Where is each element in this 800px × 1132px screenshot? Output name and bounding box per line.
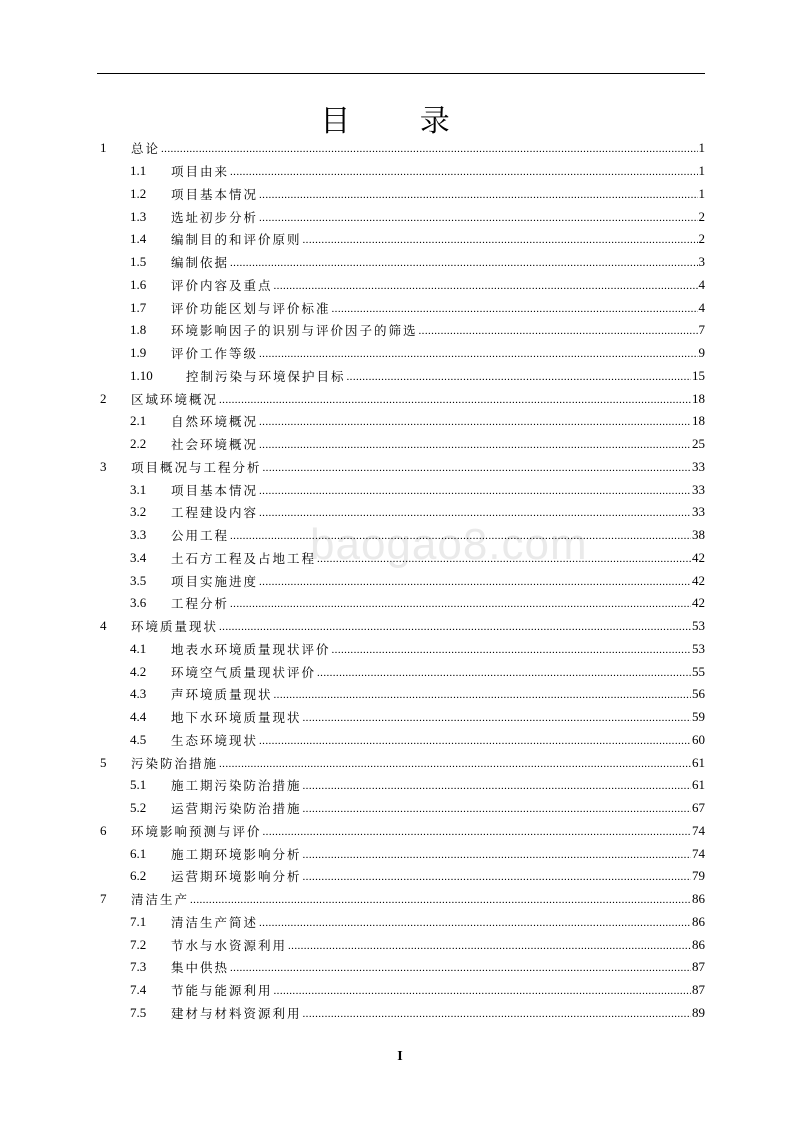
toc-entry-page: 74 [692,845,705,861]
toc-entry[interactable] [97,296,705,319]
header-rule [97,73,705,74]
toc-leader-dots [274,280,698,292]
toc-entry-page: 33 [692,481,705,497]
toc-entry-page: 86 [692,891,705,907]
toc-entry[interactable] [97,251,705,274]
toc-entry-page: 38 [692,527,705,543]
toc-entry[interactable] [97,933,705,956]
toc-entry[interactable] [97,865,705,888]
toc-entry-page: 56 [692,686,705,702]
toc-entry-number: 7.4 [130,982,147,998]
toc-leader-dots [263,826,691,838]
toc-entry[interactable] [97,592,705,615]
toc-entry[interactable] [97,1002,705,1025]
toc-entry[interactable] [97,137,705,160]
toc-entry-number: 1.8 [130,322,147,338]
toc-leader-dots [303,1008,691,1020]
toc-leader-dots [317,553,691,565]
toc-entry[interactable] [97,410,705,433]
toc-entry[interactable] [97,433,705,456]
toc-entry-number: 3.5 [130,572,147,588]
toc-entry-page: 18 [692,413,705,429]
toc-entry[interactable] [97,569,705,592]
toc-entry-number: 1.2 [130,185,147,201]
toc-entry-label: 评价工作等级 [171,346,259,362]
toc-leader-dots [303,234,698,246]
toc-entry[interactable] [97,660,705,683]
toc-entry-label: 项目概况与工程分析 [131,459,262,475]
toc-leader-dots [259,416,691,428]
toc-entry-label: 项目实施进度 [171,573,259,589]
toc-leader-dots [219,758,691,770]
toc-entry-label: 评价功能区划与评价标准 [171,300,331,316]
toc-entry-label: 选址初步分析 [171,209,259,225]
toc-leader-dots [259,348,697,360]
toc-entry-number: 2 [100,390,107,406]
toc-entry[interactable] [97,911,705,934]
toc-entry[interactable] [97,774,705,797]
toc-entry-label: 清洁生产 [131,892,190,908]
page-title: 目 录 [320,104,480,139]
toc-entry-page: 87 [692,982,705,998]
toc-entry-label: 声环境质量现状 [171,687,273,703]
toc-entry-label: 生态环境现状 [171,732,259,748]
toc-entry-label: 社会环境概况 [171,437,259,453]
toc-entry-number: 1.3 [130,208,147,224]
toc-entry-label: 项目由来 [171,164,230,180]
toc-entry[interactable] [97,797,705,820]
toc-entry[interactable] [97,319,705,342]
toc-leader-dots [259,189,697,201]
toc-entry-number: 4.4 [130,709,147,725]
toc-entry[interactable] [97,183,705,206]
toc-entry-label: 工程建设内容 [171,505,259,521]
toc-entry-label: 公用工程 [171,528,230,544]
toc-leader-dots [259,485,691,497]
toc-leader-dots [303,871,691,883]
toc-entry-label: 地表水环境质量现状评价 [171,641,331,657]
toc-entry-label: 区域环境概况 [131,391,219,407]
toc-entry-page: 25 [692,436,705,452]
toc-entry-label: 清洁生产简述 [171,914,259,930]
toc-entry-page: 7 [698,322,705,338]
toc-entry-label: 环境质量现状 [131,619,219,635]
toc-entry-page: 18 [692,390,705,406]
toc-entry-number: 7.3 [130,959,147,975]
toc-entry[interactable] [97,979,705,1002]
toc-leader-dots [219,394,691,406]
toc-entry[interactable] [97,956,705,979]
toc-leader-dots [419,325,698,337]
toc-entry-page: 59 [692,709,705,725]
toc-entry-label: 运营期环境影响分析 [171,869,302,885]
toc-entry-number: 1.4 [130,231,147,247]
toc-entry-number: 2.2 [130,436,147,452]
toc-entry[interactable] [97,205,705,228]
toc-entry-page: 33 [692,504,705,520]
toc-entry-number: 4.1 [130,640,147,656]
toc-entry-page: 61 [692,777,705,793]
toc-leader-dots [161,143,697,155]
toc-entry[interactable] [97,456,705,479]
toc-entry-page: 55 [692,663,705,679]
toc-leader-dots [259,212,697,224]
toc-leader-dots [288,940,691,952]
toc-entry-number: 4.2 [130,663,147,679]
toc-entry-label: 建材与材料资源利用 [171,1005,302,1021]
toc-entry-number: 4.5 [130,731,147,747]
toc-leader-dots [263,462,691,474]
toc-entry-number: 3.3 [130,527,147,543]
toc-entry-number: 1.10 [130,367,153,383]
toc-entry[interactable] [97,683,705,706]
toc-entry[interactable] [97,524,705,547]
toc-entry[interactable] [97,729,705,752]
toc-entry-label: 项目基本情况 [171,186,259,202]
toc-entry[interactable] [97,615,705,638]
toc-entry-number: 7.1 [130,913,147,929]
toc-entry-label: 总论 [131,141,161,157]
toc-entry-page: 53 [692,640,705,656]
toc-entry-label: 环境影响预测与评价 [131,823,262,839]
toc-leader-dots [332,303,698,315]
toc-entry-number: 5 [100,754,107,770]
toc-entry-number: 7.5 [130,1004,147,1020]
toc-leader-dots [259,917,691,929]
toc-entry[interactable] [97,888,705,911]
toc-entry-number: 2.1 [130,413,147,429]
toc-entry-page: 79 [692,868,705,884]
toc-entry[interactable] [97,501,705,524]
toc-entry[interactable] [97,365,705,388]
page-number: I [397,1049,403,1064]
toc-entry-number: 3 [100,458,107,474]
toc-entry-number: 6.1 [130,845,147,861]
toc-entry-label: 施工期环境影响分析 [171,846,302,862]
toc-entry-page: 42 [692,572,705,588]
watermark: baogao8.com [310,520,588,569]
toc-leader-dots [230,598,691,610]
toc-entry-number: 3.6 [130,595,147,611]
toc-leader-dots [190,894,691,906]
toc-leader-dots [230,166,697,178]
toc-entry-page: 1 [698,185,705,201]
toc-entry-number: 1.7 [130,299,147,315]
toc-entry-number: 7 [100,891,107,907]
toc-leader-dots [347,371,691,383]
toc-entry-number: 3.1 [130,481,147,497]
toc-entry-page: 89 [692,1004,705,1020]
toc-leader-dots [230,257,697,269]
toc-leader-dots [259,439,691,451]
toc-leader-dots [303,780,691,792]
toc-entry[interactable] [97,751,705,774]
toc-leader-dots [259,507,691,519]
toc-entry-label: 土石方工程及占地工程 [171,550,317,566]
toc-entry-number: 1.6 [130,276,147,292]
toc-entry[interactable] [97,478,705,501]
toc-entry-number: 1 [100,140,107,156]
toc-entry-number: 4.3 [130,686,147,702]
toc-entry-page: 3 [698,254,705,270]
toc-entry-label: 编制依据 [171,255,230,271]
toc-leader-dots [274,689,691,701]
toc-entry-page: 61 [692,754,705,770]
toc-entry-page: 4 [698,276,705,292]
toc-entry-number: 7.2 [130,936,147,952]
toc-entry-page: 67 [692,800,705,816]
toc-entry-page: 42 [692,595,705,611]
toc-leader-dots [230,962,691,974]
toc-entry-label: 编制目的和评价原则 [171,232,302,248]
toc-entry-label: 控制污染与环境保护目标 [186,368,346,384]
toc-entry-page: 42 [692,549,705,565]
toc-entry-label: 集中供热 [171,960,230,976]
toc-entry[interactable] [97,820,705,843]
toc-entry[interactable] [97,638,705,661]
toc-entry-number: 4 [100,618,107,634]
toc-entry[interactable] [97,228,705,251]
toc-leader-dots [219,621,691,633]
toc-entry[interactable] [97,274,705,297]
table-of-contents [97,137,705,1024]
toc-entry[interactable] [97,706,705,729]
toc-entry-page: 4 [698,299,705,315]
toc-entry-number: 1.5 [130,254,147,270]
toc-entry-page: 1 [698,140,705,156]
toc-entry-label: 工程分析 [171,596,230,612]
toc-entry-number: 5.2 [130,800,147,816]
toc-entry-label: 项目基本情况 [171,482,259,498]
toc-entry[interactable] [97,342,705,365]
toc-leader-dots [332,644,691,656]
toc-entry-page: 53 [692,618,705,634]
toc-entry-page: 2 [698,208,705,224]
toc-entry-number: 5.1 [130,777,147,793]
toc-leader-dots [303,803,691,815]
toc-entry-label: 地下水环境质量现状 [171,710,302,726]
toc-leader-dots [303,849,691,861]
toc-leader-dots [274,985,691,997]
toc-entry[interactable] [97,387,705,410]
toc-entry-page: 86 [692,936,705,952]
toc-entry-label: 评价内容及重点 [171,277,273,293]
toc-leader-dots [230,530,691,542]
toc-entry-page: 9 [698,345,705,361]
toc-entry-page: 74 [692,822,705,838]
toc-entry-label: 运营期污染防治措施 [171,801,302,817]
toc-entry-number: 3.2 [130,504,147,520]
toc-entry-label: 施工期污染防治措施 [171,778,302,794]
toc-entry-label: 环境影响因子的识别与评价因子的筛选 [171,323,418,339]
toc-entry-number: 3.4 [130,549,147,565]
toc-entry-page: 86 [692,913,705,929]
toc-entry-number: 6 [100,822,107,838]
toc-entry-page: 15 [692,367,705,383]
toc-leader-dots [259,576,691,588]
toc-entry-page: 2 [698,231,705,247]
toc-entry-label: 污染防治措施 [131,755,219,771]
toc-entry-page: 87 [692,959,705,975]
toc-leader-dots [317,667,691,679]
toc-entry-page: 33 [692,458,705,474]
toc-entry-label: 节能与能源利用 [171,983,273,999]
toc-entry-label: 环境空气质量现状评价 [171,664,317,680]
toc-entry-number: 1.9 [130,345,147,361]
toc-entry-page: 60 [692,731,705,747]
toc-entry-page: 1 [698,163,705,179]
toc-entry-label: 节水与水资源利用 [171,937,288,953]
toc-entry[interactable] [97,547,705,570]
toc-entry-number: 6.2 [130,868,147,884]
toc-leader-dots [259,735,691,747]
toc-leader-dots [303,712,691,724]
toc-entry[interactable] [97,160,705,183]
toc-entry[interactable] [97,842,705,865]
toc-entry-number: 1.1 [130,163,147,179]
toc-entry-label: 自然环境概况 [171,414,259,430]
